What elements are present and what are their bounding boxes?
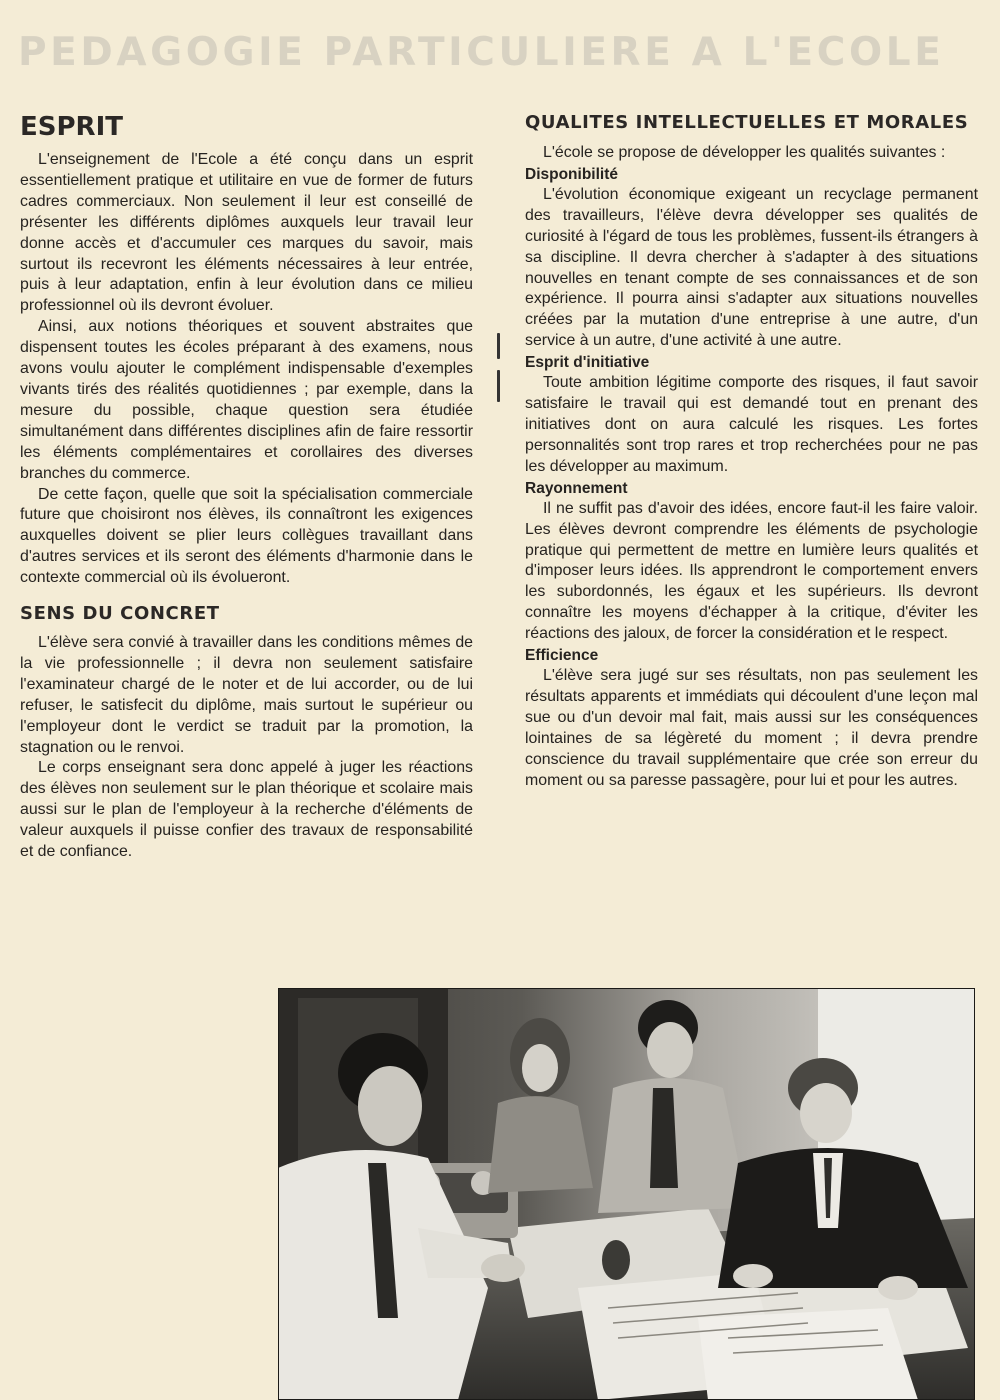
right-column [525,112,978,791]
quality-title: Esprit d'initiative [525,354,650,372]
quality-text: Il ne suffit pas d'avoir des idées, encore faut-il les faire valoir. Les élèves devront comprendre les éléments de psychologie pratique qui permettent de mettre en lumière leurs qualités et d'imposer leurs idées. Ils apprendront le comportement envers les subordonnés, les égaux et les supérieurs. Ils devront connaître les moyens d'échapper à la critique, d'éviter les réactions des jaloux, de forcer la considération et le respect. [525,499,978,643]
page-title: PEDAGOGIE PARTICULIERE A L'ECOLE [18,30,945,75]
quality-title: Efficience [525,647,599,665]
esprit-paragraph-2: Ainsi, aux notions théoriques et souvent abstraites que dispensent toutes les écoles préparant à des examens, nous avons voulu ajouter le complément indispensable d'exemples vivants tirés des réalités quotidiennes ; par exemple, dans la mesure du possible, chaque question sera étudiée simultanément dans différentes disciplines afin de faire ressortir les éléments complémentaires et corollaires des diverses branches du commerce. [20,318,473,482]
margin-mark [497,370,500,402]
qualites-heading: QUALITES INTELLECTUELLES ET MORALES [525,112,969,133]
esprit-paragraph-3: De cette façon, quelle que soit la spécialisation commerciale future que choisiront nos élèves, ils connaîtront les exigences auxquelles doivent se plier leurs collègues travaillant dans d'autres services et ils seront des éléments d'harmonie dans le contexte commercial où ils évolueront. [20,485,473,587]
esprit-heading: ESPRIT [20,112,123,142]
left-column [20,112,473,863]
sens-du-concret-paragraph-1: L'élève sera convié à travailler dans les conditions mêmes de la vie professionnelle ; il devra non seulement satisfaire l'examinateur chargé de le noter et de lui accorder, ou de lui refuser, le satisfecit du diplôme, mais surtout le supérieur ou l'employeur dont le verdict se traduit par la promotion, la stagnation ou le renvoi. [20,634,473,756]
qualites-intro: L'école se propose de développer les qualités suivantes : [543,144,946,161]
quality-text: L'évolution économique exigeant un recyclage permanent des travailleurs, l'élève devra développer ses qualités de curiosité à l'égard de tous les problèmes, fussent-ils étrangers à sa discipline. Il devra chercher à s'adapter à des situations nouvelles en tenant compte de ses connaissances et de son expérience. Il pourra ainsi s'adapter aux situations nouvelles créées par la mutation d'une entreprise à une autre, d'un service à un autre, d'une activité à une autre. [525,185,978,350]
sens-du-concret-paragraph-2: Le corps enseignant sera donc appelé à juger les réactions des élèves non seulement sur le plan théorique et scolaire mais aussi sur le plan de l'employeur à la recherche d'éléments de valeur auxquels il puisse confier des travaux de responsabilité et de confiance. [20,759,473,861]
esprit-paragraph-1: L'enseignement de l'Ecole a été conçu dans un esprit essentiellement pratique et utilitaire en vue de former de futurs cadres commerciaux. Non seulement il leur est conseillé de présenter les différents diplômes auxquels leur travail leur donne accès et d'accumuler ces marques du savoir, mais surtout ils recevront les éléments nécessaires à leur entrée, puis à leur adaptation, enfin à leur évolution dans ce milieu professionnel où ils devront évoluer. [20,151,473,315]
quality-text: Toute ambition légitime comporte des risques, il faut savoir satisfaire le travail qui est demandé tout en prenant des initiatives dont on aura calculé les risques. Les fortes personnalités sont trop rares et trop recherchées pour ne pas les développer au maximum. [525,374,978,475]
students-photo [278,988,975,1400]
margin-mark [497,333,500,359]
quality-title: Disponibilité [525,165,618,183]
sens-du-concret-heading: SENS DU CONCRET [20,603,220,625]
quality-text: L'élève sera jugé sur ses résultats, non pas seulement les résultats apparents et immédiats qui découlent d'une leçon mal sue ou d'un devoir mal fait, mais aussi sur les conséquences lointaines de sa légèreté du moment ; il devra prendre conscience du travail supplémentaire que crée son erreur du moment ou sa paresse passagère, pour lui et pour les autres. [525,667,978,789]
quality-title: Rayonnement [525,479,628,497]
